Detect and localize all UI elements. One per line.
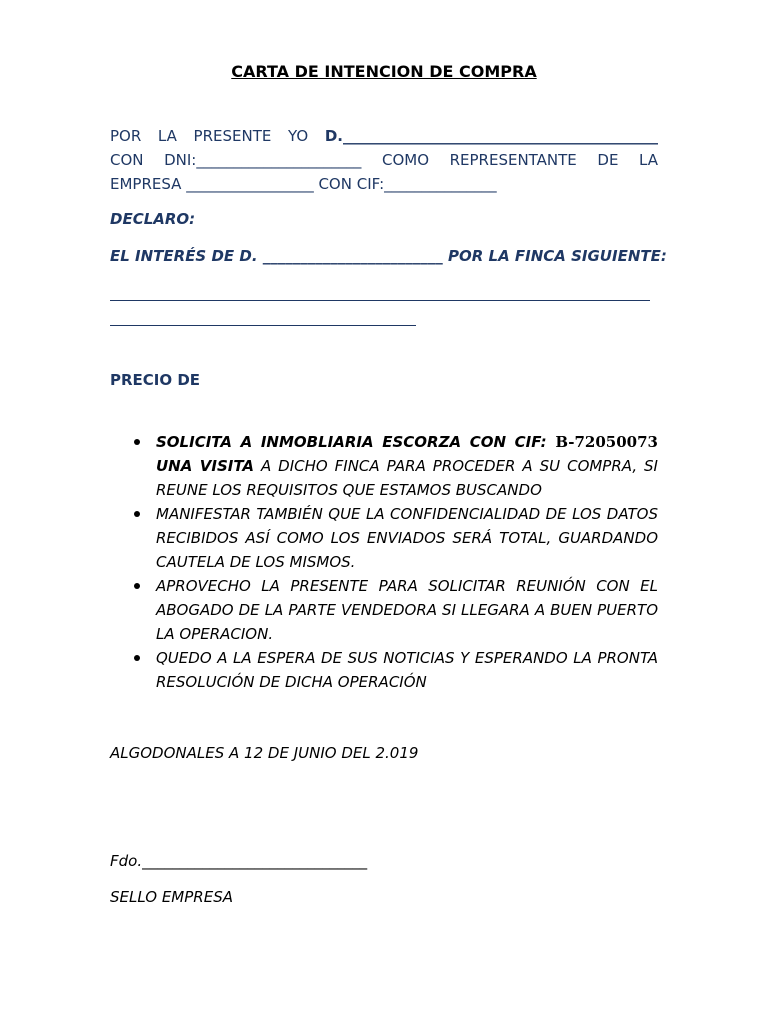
list-item [110, 502, 658, 574]
intro-text: POR LA PRESENTE YO [110, 127, 325, 145]
bullet-icon [134, 439, 140, 445]
date-line: ALGODONALES A 12 DE JUNIO DEL 2.019 [110, 744, 419, 762]
solicita-rest: A DICHO FINCA PARA PROCEDER A SU COMPRA, SI REUNE LOS REQUISITOS QUE ESTAMOS BUSCANDO [156, 457, 658, 499]
intro-line-2 [110, 148, 658, 172]
solicita-bold: SOLICITA A INMOBLIARIA ESCORZA CON CIF: [156, 433, 556, 451]
bullet-text: MANIFESTAR TAMBIÉN QUE LA CONFIDENCIALIDAD DE LOS DATOS RECIBIDOS ASÍ COMO LOS ENVIADOS SERÁ TOTAL, GUARDANDO CAUTELA DE LOS MISMOS. [156, 505, 658, 571]
interes-field: ________________________ [262, 247, 443, 265]
cif-number: B-72050073 [555, 433, 658, 451]
list-item [110, 646, 658, 694]
intro-line-1 [110, 124, 658, 148]
bullet-text: APROVECHO LA PRESENTE PARA SOLICITAR REUNIÓN CON EL ABOGADO DE LA PARTE VENDEDORA SI LLEGARA A BUEN PUERTO LA OPERACION. [156, 577, 658, 643]
visita-bold: UNA VISITA [156, 457, 254, 475]
signature-line: Fdo.______________________________ [110, 852, 368, 870]
interes-line [110, 244, 667, 268]
declaro-heading: DECLARO: [110, 210, 196, 228]
finca-blank-line-1 [110, 300, 650, 301]
bullet-icon [134, 511, 140, 517]
finca-text: POR LA FINCA SIGUIENTE: [442, 247, 667, 265]
interes-text: EL INTERÉS DE D. [110, 247, 263, 265]
dni-field: CON DNI:______________________ [110, 151, 362, 169]
intro-paragraph [110, 124, 658, 196]
bullet-icon [134, 583, 140, 589]
bullet-icon [134, 655, 140, 661]
list-item [110, 430, 658, 502]
bullet-text: QUEDO A LA ESPERA DE SUS NOTICIAS Y ESPERANDO LA PRONTA RESOLUCIÓN DE DICHA OPERACIÓN [156, 649, 658, 691]
precio-heading: PRECIO DE [110, 371, 201, 389]
bullet-list [110, 430, 658, 694]
empresa-line: EMPRESA _________________ CON CIF:_______________ [110, 175, 497, 193]
sello-empresa: SELLO EMPRESA [110, 888, 233, 906]
document-title: CARTA DE INTENCION DE COMPRA [231, 62, 537, 81]
representante-text: COMO REPRESENTANTE DE LA [381, 151, 658, 169]
finca-blank-line-2 [110, 325, 416, 326]
list-item [110, 574, 658, 646]
name-field: D.__________________________________________ [324, 127, 658, 145]
